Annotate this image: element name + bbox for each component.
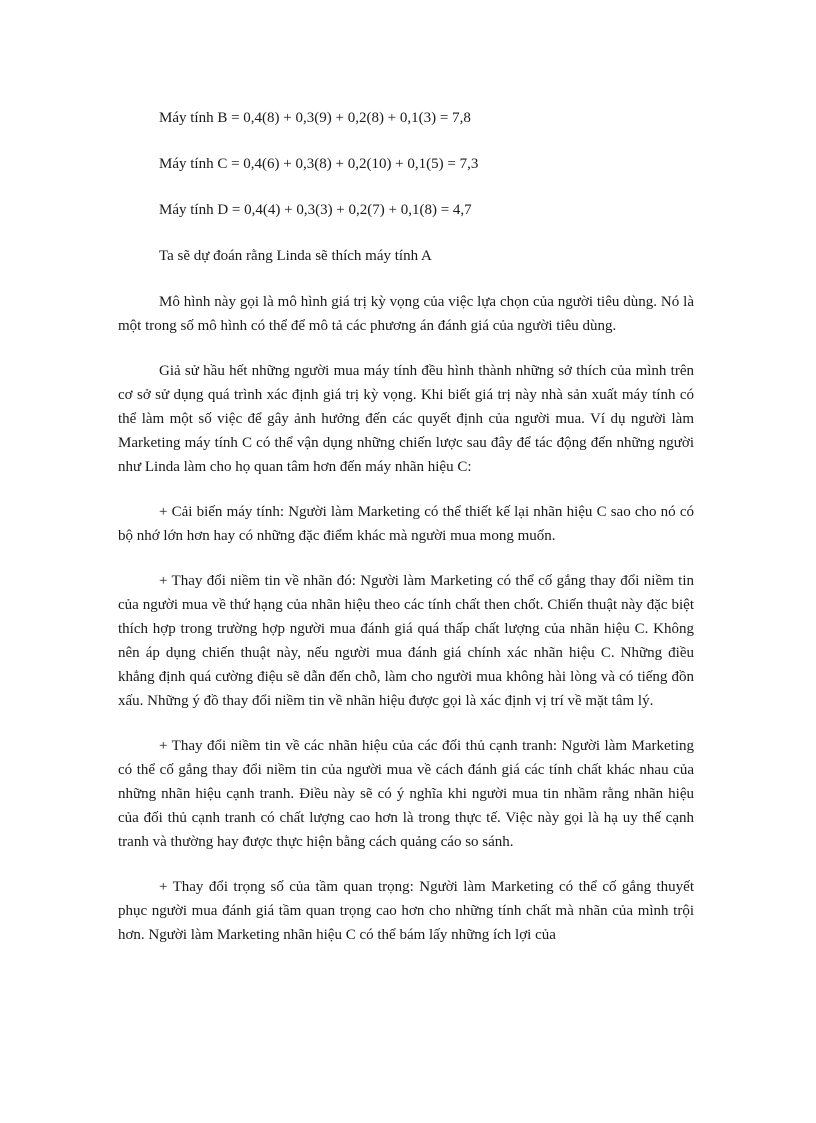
paragraph-modify-computer: + Cải biến máy tính: Người làm Marketing có thể thiết kế lại nhãn hiệu C sao cho nó có bộ nhớ lớn hơn hay có những đặc điểm khác mà người mua mong muốn. (118, 504, 694, 544)
paragraph-buyer-preferences: Giả sử hầu hết những người mua máy tính đều hình thành những sở thích của mình trên cơ sở sử dụng quá trình xác định giá trị kỳ vọng. Khi biết giá trị này nhà sản xuất máy tính có thể làm một số việc để gây ảnh hưởng đến các quyết định của người mua. Ví dụ người làm Marketing máy tính C có thể vận dụng những chiến lược sau đây để tác động đến những người như Linda làm cho họ quan tâm hơn đến máy nhãn hiệu C: (118, 363, 694, 475)
equation-computer-c: Máy tính C = 0,4(6) + 0,3(8) + 0,2(10) + 0,1(5) = 7,3 (159, 156, 479, 172)
paragraph-change-brand-beliefs: + Thay đổi niềm tin về nhãn đó: Người làm Marketing có thể cố gắng thay đổi niềm tin của người mua về thứ hạng của nhãn hiệu theo các tính chất then chốt. Chiến thuật này đặc biệt thích hợp trong trường hợp người mua đánh giá quá thấp chất lượng của nhãn hiệu C. Không nên áp dụng chiến thuật này, nếu người mua đánh giá chính xác nhãn hiệu C. Những điều khẳng định quá cường điệu sẽ dẫn đến chỗ, làm cho người mua không hài lòng và có tiếng đồn xấu. Những ý đồ thay đổi niềm tin về nhãn hiệu được gọi là xác định vị trí về mặt tâm lý. (118, 573, 694, 709)
paragraph-expected-value-model: Mô hình này gọi là mô hình giá trị kỳ vọng của việc lựa chọn của người tiêu dùng. Nó là một trong số mô hình có thể để mô tả các phương án đánh giá của người tiêu dùng. (118, 294, 694, 334)
equation-computer-d: Máy tính D = 0,4(4) + 0,3(3) + 0,2(7) + 0,1(8) = 4,7 (159, 202, 472, 218)
paragraph-change-competitor-beliefs: + Thay đổi niềm tin về các nhãn hiệu của các đối thủ cạnh tranh: Người làm Marketing có thể cố gắng thay đổi niềm tin của người mua về cách đánh giá các tính chất khác nhau của những nhãn hiệu cạnh tranh. Điều này sẽ có ý nghĩa khi người mua tin nhầm rằng nhãn hiệu của đối thủ cạnh tranh có chất lượng cao hơn là trong thực tế. Việc này gọi là hạ uy thế cạnh tranh và thường hay được thực hiện bằng cách quảng cáo so sánh. (118, 738, 694, 850)
prediction-line: Ta sẽ dự đoán rằng Linda sẽ thích máy tính A (159, 248, 432, 264)
paragraph-change-importance-weights: + Thay đổi trọng số của tầm quan trọng: Người làm Marketing có thể cố gắng thuyết phục người mua đánh giá tầm quan trọng cao hơn cho những tính chất mà nhãn của mình trội hơn. Người làm Marketing nhãn hiệu C có thể bám lấy những ích lợi của (118, 879, 694, 943)
equation-computer-b: Máy tính B = 0,4(8) + 0,3(9) + 0,2(8) + 0,1(3) = 7,8 (159, 110, 471, 126)
document-body (118, 106, 694, 947)
